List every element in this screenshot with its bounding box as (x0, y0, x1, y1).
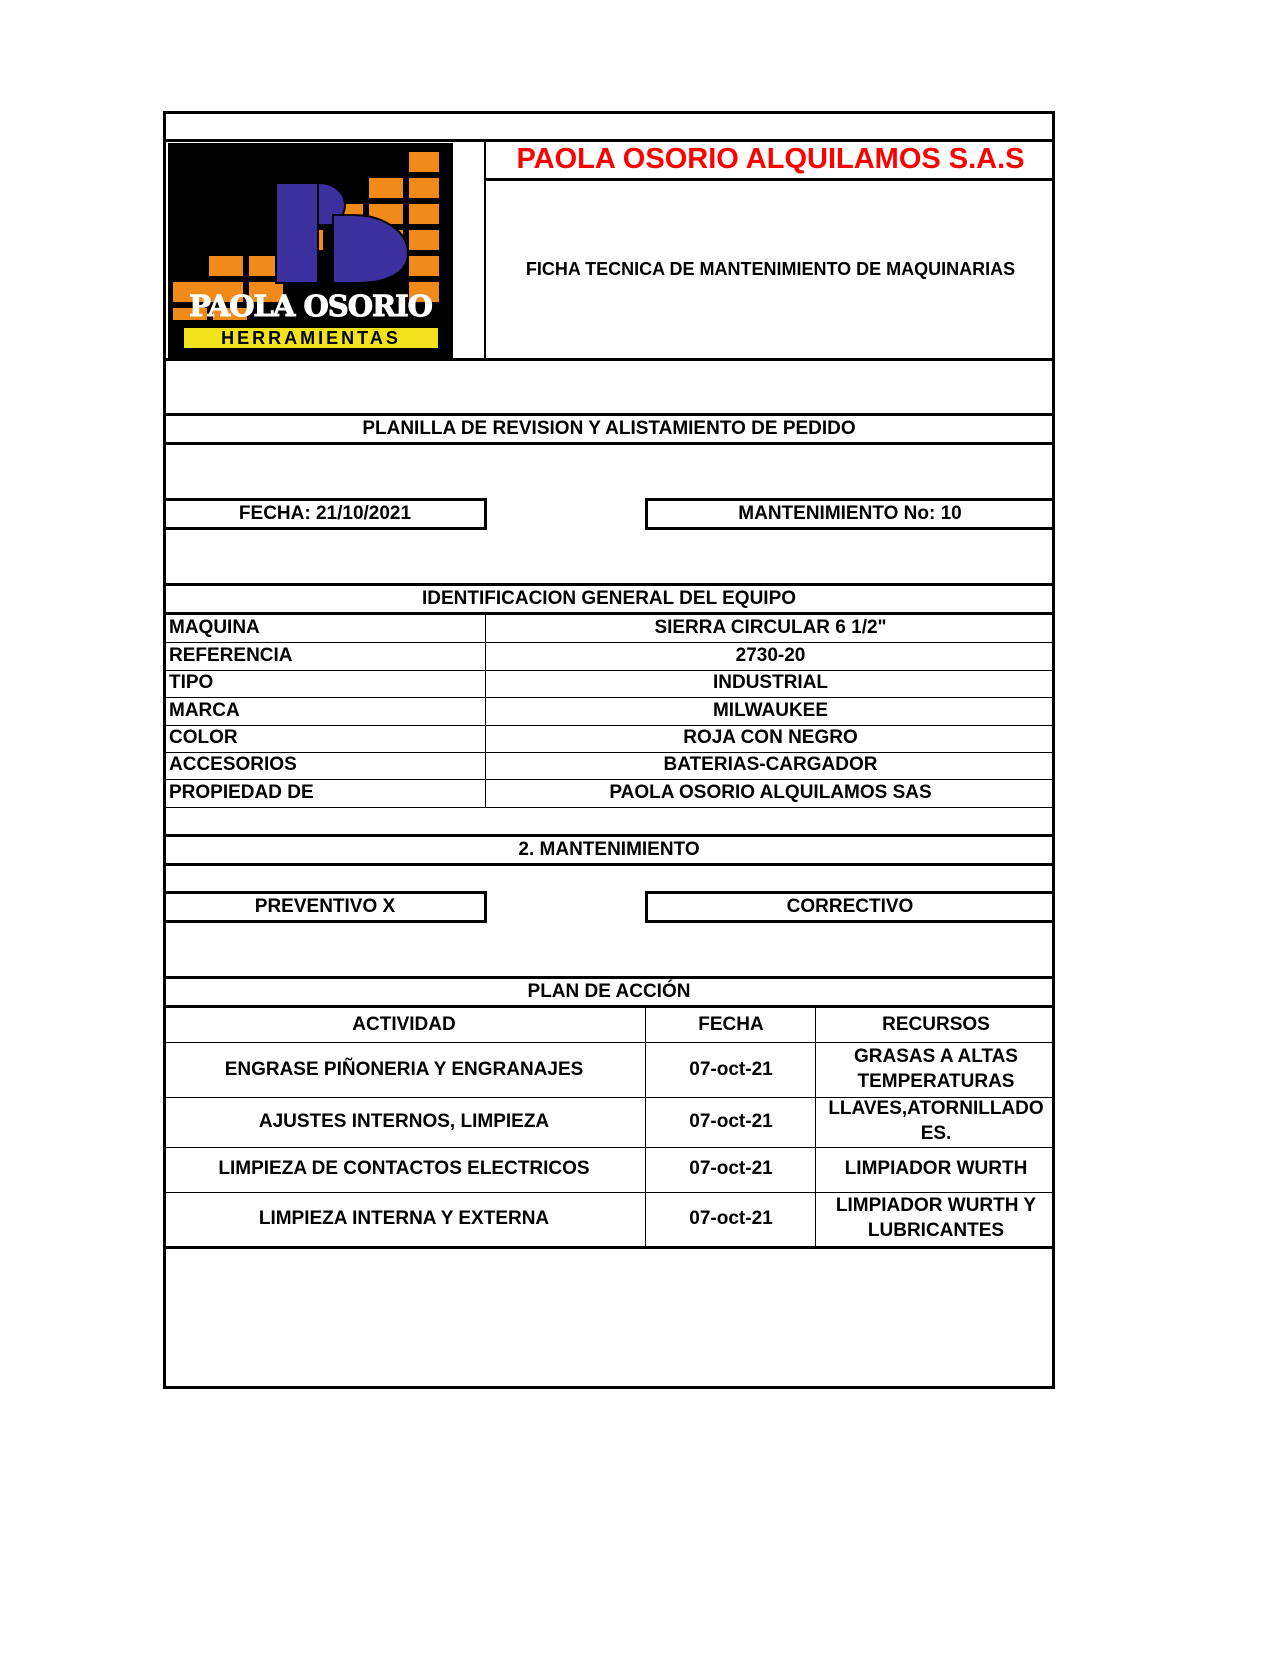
plan-actividad: LIMPIEZA INTERNA Y EXTERNA (258, 1207, 550, 1229)
ident-value: PAOLA OSORIO ALQUILAMOS SAS (609, 781, 932, 803)
correctivo-label: CORRECTIVO (786, 896, 914, 917)
plan-recursos-line: GRASAS A ALTAS (854, 1046, 1018, 1068)
plan-fecha: 07-oct-21 (689, 1207, 773, 1229)
fecha-value: FECHA: 21/10/2021 (238, 503, 412, 524)
mantenimiento-no-box (645, 498, 1055, 530)
ident-value: INDUSTRIAL (712, 672, 829, 694)
logo-text-main: PAOLA OSORIO (189, 289, 432, 323)
plan-header-recursos: RECURSOS (882, 1013, 990, 1035)
plan-recursos-line: ES. (920, 1123, 952, 1144)
plan-title: PLAN DE ACCIÓN (527, 980, 691, 1002)
plan-recursos-line: LIMPIADOR WURTH Y (835, 1195, 1037, 1217)
identificacion-title: IDENTIFICACION GENERAL DEL EQUIPO (421, 587, 797, 609)
ident-label: COLOR (169, 726, 238, 748)
preventivo-box (163, 891, 487, 923)
mantenimiento-title: 2. MANTENIMIENTO (518, 838, 700, 860)
plan-actividad: AJUSTES INTERNOS, LIMPIEZA (258, 1110, 550, 1132)
ident-label: TIPO (169, 672, 214, 694)
plan-recursos-line: LUBRICANTES (867, 1220, 1005, 1241)
plan-recursos (817, 1043, 1055, 1097)
correctivo-box (645, 891, 1055, 923)
ident-label: REFERENCIA (169, 644, 293, 666)
plan-recursos (817, 1097, 1055, 1147)
plan-recursos-line: TEMPERATURAS (857, 1071, 1015, 1092)
ident-value: 2730-20 (735, 644, 806, 666)
plan-recursos-line: LLAVES,ATORNILLADO (828, 1098, 1044, 1120)
plan-recursos-line: LIMPIADOR WURTH (844, 1158, 1028, 1180)
plan-actividad: LIMPIEZA DE CONTACTOS ELECTRICOS (218, 1158, 590, 1180)
ident-label: MAQUINA (169, 617, 260, 639)
ident-value: ROJA CON NEGRO (683, 726, 858, 748)
logo-text-sub: HERRAMIENTAS (182, 326, 440, 350)
plan-actividad: ENGRASE PIÑONERIA Y ENGRANAJES (224, 1058, 584, 1080)
plan-fecha: 07-oct-21 (689, 1158, 773, 1180)
company-logo (168, 143, 453, 359)
ident-value: SIERRA CIRCULAR 6 1/2" (654, 617, 887, 639)
document-subtitle: FICHA TECNICA DE MANTENIMIENTO DE MAQUINARIAS (525, 259, 1016, 280)
ident-value: MILWAUKEE (712, 699, 829, 721)
plan-recursos (817, 1147, 1055, 1192)
fecha-box (163, 498, 487, 530)
ident-value: BATERIAS-CARGADOR (663, 754, 878, 776)
plan-recursos (817, 1192, 1055, 1246)
preventivo-label: PREVENTIVO X (254, 896, 396, 917)
ident-label: PROPIEDAD DE (169, 781, 314, 803)
planilla-title: PLANILLA DE REVISION Y ALISTAMIENTO DE PEDIDO (362, 417, 856, 439)
plan-fecha: 07-oct-21 (689, 1110, 773, 1132)
ident-label: MARCA (169, 699, 240, 721)
company-name: PAOLA OSORIO ALQUILAMOS S.A.S (516, 143, 1025, 176)
plan-fecha: 07-oct-21 (689, 1058, 773, 1080)
plan-header-fecha: FECHA (698, 1013, 764, 1035)
ident-label: ACCESORIOS (169, 754, 297, 776)
mantenimiento-no-value: MANTENIMIENTO No: 10 (738, 503, 962, 524)
plan-header-actividad: ACTIVIDAD (352, 1013, 456, 1035)
